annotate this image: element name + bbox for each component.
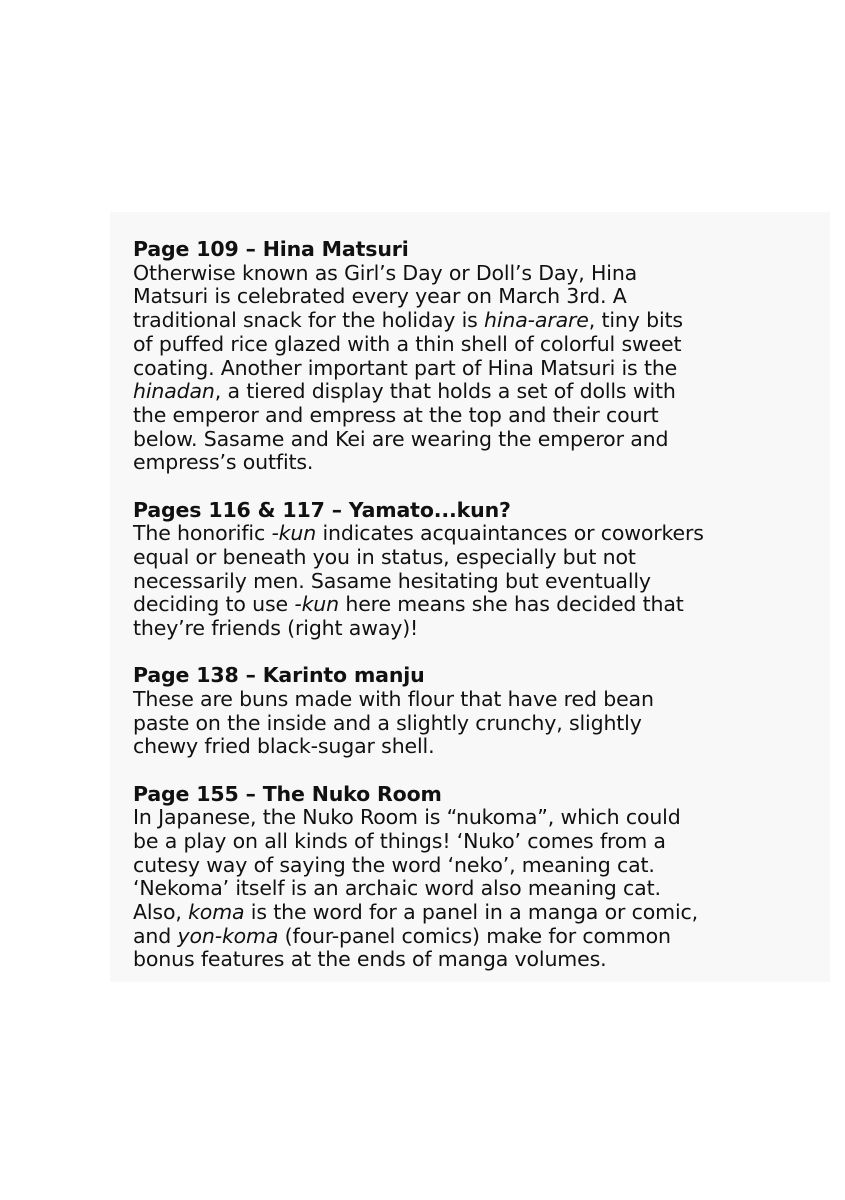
italic-term: hinadan	[133, 379, 215, 404]
note-line	[133, 262, 733, 286]
text-segment: below. Sasame and Kei are wearing the emperor and	[133, 426, 669, 451]
note-line	[133, 854, 733, 878]
text-segment: of puffed rice glazed with a thin shell of colorful sweet	[133, 331, 682, 356]
text-segment: paste on the inside and a slightly crunchy, slightly	[133, 710, 642, 735]
note-title: Page 109 – Hina Matsuri	[133, 237, 409, 261]
text-segment: Otherwise known as Girl’s Day or Doll’s Day, Hina	[133, 260, 638, 285]
text-segment: necessarily men. Sasame hesitating but eventually	[133, 568, 651, 593]
italic-term: -kun	[271, 521, 317, 546]
note-line	[133, 617, 733, 641]
note-section	[133, 238, 733, 475]
italic-term: yon-koma	[177, 923, 279, 948]
text-segment: empress’s outfits.	[133, 450, 314, 475]
text-segment: Also,	[133, 900, 189, 925]
text-segment: In Japanese, the Nuko Room is “nukoma”, which could	[133, 805, 681, 830]
text-segment: traditional snack for the holiday is	[133, 308, 485, 333]
text-segment: These are buns made with flour that have red bean	[133, 686, 654, 711]
note-line	[133, 593, 733, 617]
note-title: Page 138 – Karinto manju	[133, 663, 425, 688]
note-line	[133, 309, 733, 333]
text-segment: deciding to use	[133, 592, 295, 617]
note-line	[133, 428, 733, 452]
text-segment: coating. Another important part of Hina Matsuri is the	[133, 355, 678, 380]
note-line	[133, 380, 733, 404]
note-line	[133, 830, 733, 854]
text-segment: chewy fried black-sugar shell.	[133, 734, 435, 759]
text-segment: and	[133, 923, 178, 948]
text-segment: equal or beneath you in status, especially but not	[133, 544, 636, 569]
note-line	[133, 735, 733, 759]
note-line	[133, 522, 733, 546]
note-title: Page 155 – The Nuko Room	[133, 781, 442, 806]
note-line	[133, 546, 733, 570]
note-line	[133, 333, 733, 357]
text-segment: Matsuri is celebrated every year on March 3rd. A	[133, 284, 627, 309]
note-title: Pages 116 & 117 – Yamato...kun?	[133, 497, 511, 522]
text-segment: the emperor and empress at the top and their court	[133, 402, 659, 427]
note-line	[133, 877, 733, 901]
text-segment: be a play on all kinds of things! ‘Nuko’ comes from a	[133, 828, 666, 853]
text-segment: is the word for a panel in a manga or comic,	[244, 900, 698, 925]
note-line	[133, 285, 733, 309]
text-segment: cutesy way of saying the word ‘neko’, meaning cat.	[133, 852, 655, 877]
text-segment: indicates acquaintances or coworkers	[316, 521, 704, 546]
text-segment: bonus features at the ends of manga volumes.	[133, 947, 607, 972]
text-segment: The honorific	[133, 521, 272, 546]
note-section	[133, 499, 733, 641]
italic-term: hina-arare	[484, 308, 589, 333]
text-segment: here means she has decided that	[338, 592, 684, 617]
note-line	[133, 925, 733, 949]
text-segment: ‘Nekoma’ itself is an archaic word also meaning cat.	[133, 876, 661, 901]
note-line	[133, 570, 733, 594]
text-segment: , a tiered display that holds a set of dolls with	[214, 379, 676, 404]
note-line	[133, 451, 733, 475]
note-line	[133, 357, 733, 381]
note-line	[133, 948, 733, 972]
note-line	[133, 806, 733, 830]
note-section	[133, 783, 733, 973]
note-section	[133, 664, 733, 759]
text-segment: , tiny bits	[588, 308, 683, 333]
italic-term: -kun	[294, 592, 339, 617]
text-segment: they’re friends (right away)!	[133, 616, 419, 641]
italic-term: koma	[188, 900, 245, 925]
note-line	[133, 404, 733, 428]
note-line	[133, 901, 733, 925]
translation-notes	[133, 238, 733, 996]
note-line	[133, 712, 733, 736]
note-line	[133, 688, 733, 712]
text-segment: (four-panel comics) make for common	[278, 923, 671, 948]
